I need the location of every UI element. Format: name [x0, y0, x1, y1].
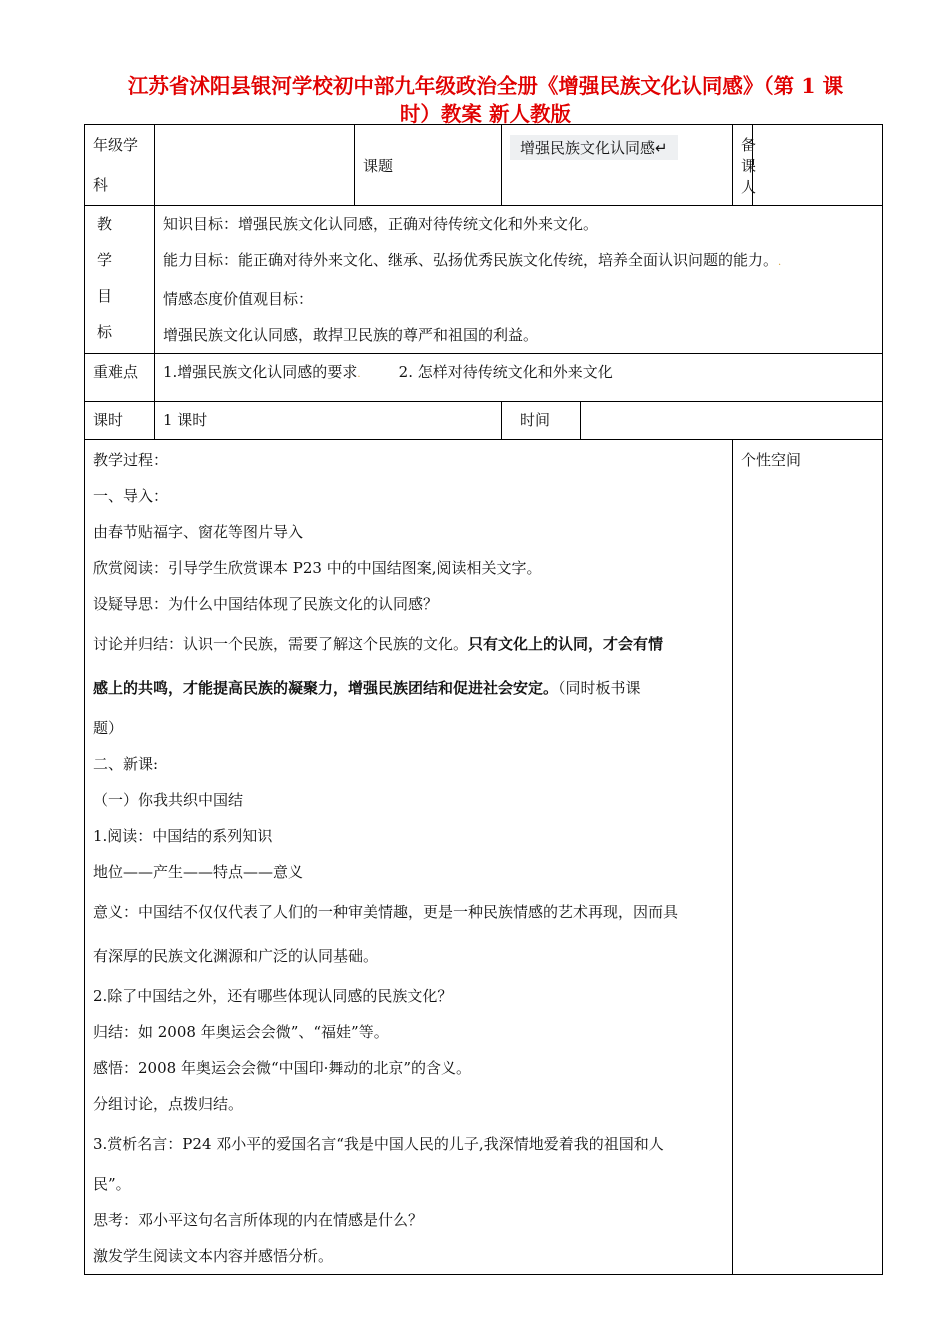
key-points-label: 重难点 [93, 363, 139, 381]
quote-line-1: 3.赏析名言：P24 邓小平的爱国名言“我是中国人民的儿子,我深情地爱着我的祖国和人 [93, 1135, 664, 1153]
personal-space-cell [733, 440, 883, 1275]
key-points-row [85, 354, 883, 402]
schedule-row [85, 402, 883, 440]
goals-label-cell [85, 206, 155, 354]
topic-label: 课题 [363, 156, 394, 175]
grade-subject-label-1: 年级学 [93, 136, 139, 154]
hours-label-cell [85, 402, 155, 440]
personal-space-label: 个性空间 [741, 451, 802, 469]
grade-subject-value-cell [155, 125, 355, 206]
emotion-goal-label: 情感态度价值观目标： [163, 290, 314, 308]
question-2: 2.除了中国结之外，还有哪些体现认同感的民族文化？ [93, 987, 453, 1005]
goals-row [85, 206, 883, 354]
process-content-cell [85, 440, 733, 1275]
emotion-goal: 增强民族文化认同感，敢捍卫民族的尊严和祖国的利益。 [163, 326, 539, 344]
mark-dot: . [778, 257, 782, 268]
time-label-cell [502, 402, 581, 440]
title-line-1: 江苏省沭阳县银河学校初中部九年级政治全册《增强民族文化认同感》（第 1 课 [127, 74, 844, 98]
read-chain: 地位——产生——特点——意义 [93, 863, 304, 881]
insight-text: 感悟：2008 年奥运会会微“中国印·舞动的北京”的含义。 [93, 1059, 472, 1077]
section1-title: （一）你我共织中国结 [93, 791, 244, 809]
hours-value: 1 课时 [163, 411, 208, 429]
topic-value-cell [502, 125, 733, 206]
discuss-line-1 [93, 622, 724, 666]
discuss-bold-2: 感上的共鸣，才能提高民族的凝聚力，增强民族团结和促进社会安定。 [93, 679, 559, 697]
discuss-suffix-2: 题） [93, 719, 124, 737]
quote-line-2: 民”。 [93, 1175, 131, 1193]
discuss-suffix-1: （同时板书课 [558, 679, 641, 697]
goals-label-char-3: 目 [97, 287, 113, 305]
goals-label-char-1: 教 [97, 215, 113, 233]
key-point-1: 1.增强民族文化认同感的要求 [163, 363, 358, 381]
inspire-text: 激发学生阅读文本内容并感悟分析。 [93, 1247, 334, 1265]
preparer-label: 备课人 [741, 135, 757, 196]
ability-goal: 能力目标：能正确对待外来文化、继承、弘扬优秀民族文化传统，培养全面认识问题的能力。 [163, 251, 779, 269]
hours-label: 课时 [93, 411, 124, 429]
document-title [88, 72, 883, 128]
goals-content-cell [155, 206, 883, 354]
lesson-plan-table [84, 124, 883, 1275]
grade-subject-label-2: 科 [93, 176, 109, 194]
goals-label-char-2: 学 [97, 251, 113, 269]
read-title: 1.阅读：中国结的系列知识 [93, 827, 273, 845]
key-points-content-cell [155, 354, 883, 402]
discuss-bold-1: 只有文化上的认同，才会有情 [468, 635, 664, 653]
knowledge-goal: 知识目标：增强民族文化认同感，正确对待传统文化和外来文化。 [163, 215, 599, 233]
time-value-cell [581, 402, 883, 440]
topic-value: 增强民族文化认同感↵ [510, 135, 678, 160]
intro-title: 一、导入： [93, 487, 169, 505]
preparer-value-cell [753, 125, 883, 206]
ability-goal-line [163, 242, 874, 281]
time-label: 时间 [520, 411, 551, 429]
mark-dot: . [357, 369, 361, 380]
new-lesson-title: 二、新课: [93, 755, 159, 773]
preparer-label-cell [733, 125, 757, 206]
question-2-answer: 归结：如 2008 年奥运会会微”、“福娃”等。 [93, 1023, 389, 1041]
title-line-2: 时）教案 新人教版 [399, 102, 572, 126]
key-point-2: 2. 怎样对待传统文化和外来文化 [398, 363, 613, 381]
appreciate-text: 欣赏阅读：引导学生欣赏课本 P23 中的中国结图案,阅读相关文字。 [93, 559, 542, 577]
discuss-prefix: 讨论并归结：认识一个民族，需要了解这个民族的文化。 [93, 635, 469, 653]
intro-text: 由春节贴福字、窗花等图片导入 [93, 523, 304, 541]
meaning-line-1: 意义：中国结不仅仅代表了人们的一种审美情趣，更是一种民族情感的艺术再现，因而具 [93, 903, 679, 921]
group-text: 分组讨论，点拨归结。 [93, 1095, 244, 1113]
grade-subject-label-cell [85, 125, 155, 206]
header-row [85, 125, 883, 206]
process-row [85, 440, 883, 1275]
question-text: 设疑导思：为什么中国结体现了民族文化的认同感？ [93, 595, 439, 613]
key-points-label-cell [85, 354, 155, 402]
meaning-line-2: 有深厚的民族文化渊源和广泛的认同基础。 [93, 947, 379, 965]
hours-value-cell [155, 402, 502, 440]
process-heading: 教学过程： [93, 451, 169, 469]
think-text: 思考：邓小平这句名言所体现的内在情感是什么？ [93, 1211, 424, 1229]
goals-label-char-4: 标 [97, 323, 113, 341]
discuss-line-2 [93, 666, 724, 710]
topic-label-cell [355, 125, 502, 206]
